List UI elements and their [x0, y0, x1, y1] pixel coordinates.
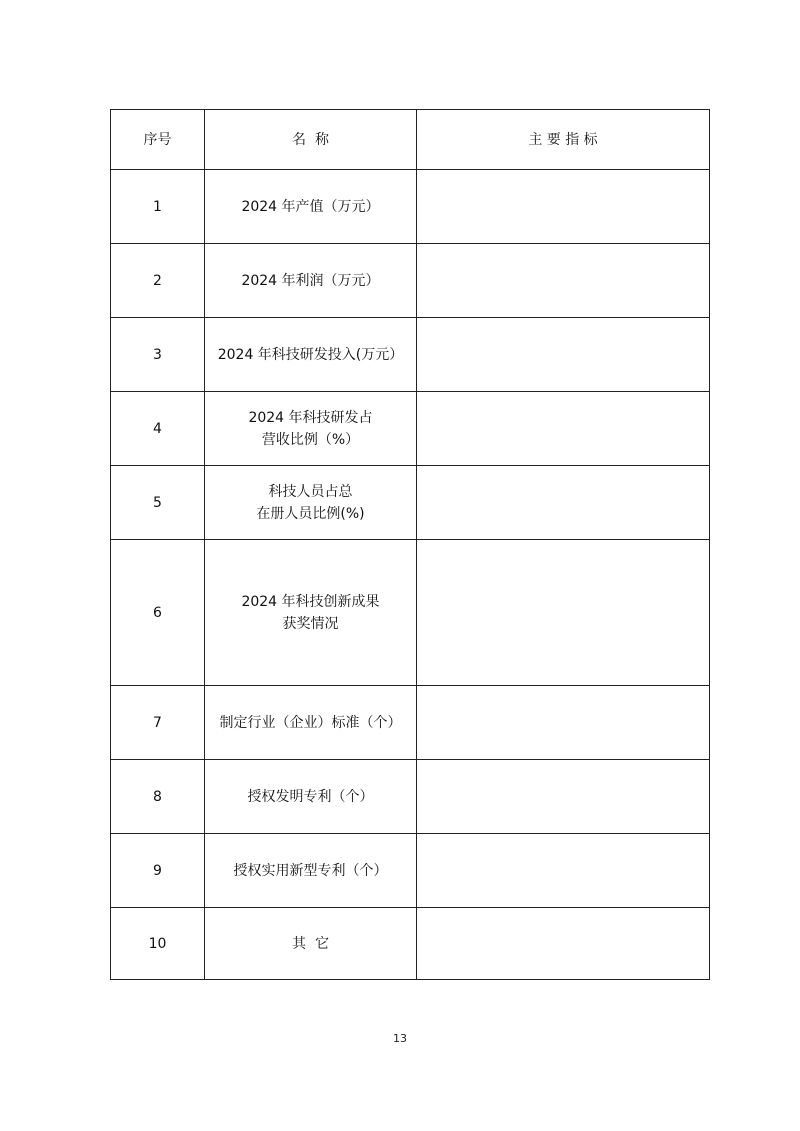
row-name-line: 授权实用新型专利（个） — [233, 862, 388, 879]
row-indicator-cell[interactable] — [417, 392, 710, 466]
table-row — [111, 466, 710, 540]
row-index: 3 — [111, 318, 205, 392]
table-row — [111, 170, 710, 244]
row-indicator-cell[interactable] — [417, 834, 710, 908]
row-indicator-cell[interactable] — [417, 540, 710, 686]
row-index: 4 — [111, 392, 205, 466]
table-row — [111, 760, 710, 834]
row-index: 7 — [111, 686, 205, 760]
row-name — [205, 760, 417, 834]
row-name — [205, 244, 417, 318]
row-name — [205, 170, 417, 244]
row-name — [205, 540, 417, 686]
table-body — [111, 170, 710, 980]
table-row — [111, 834, 710, 908]
row-name — [205, 908, 417, 980]
row-name-line: 在册人员比例(%) — [256, 505, 365, 522]
row-name-line: 其 它 — [292, 935, 329, 952]
row-name-line: 授权发明专利（个） — [247, 788, 374, 805]
table-row — [111, 244, 710, 318]
row-name-line: 2024 年科技研发投入(万元） — [217, 346, 404, 363]
table-row — [111, 908, 710, 980]
row-indicator-cell[interactable] — [417, 318, 710, 392]
row-indicator-cell[interactable] — [417, 170, 710, 244]
indicator-table — [110, 109, 710, 980]
row-index: 8 — [111, 760, 205, 834]
row-name-line: 科技人员占总 — [268, 483, 353, 500]
row-name-line: 营收比例（%） — [261, 431, 360, 448]
row-name-line: 2024 年产值（万元） — [241, 198, 380, 215]
row-name — [205, 318, 417, 392]
row-index: 6 — [111, 540, 205, 686]
header-row — [111, 110, 710, 170]
row-name-line: 2024 年利润（万元） — [241, 272, 380, 289]
table-row — [111, 686, 710, 760]
row-indicator-cell[interactable] — [417, 244, 710, 318]
row-name-line: 2024 年科技研发占 — [248, 409, 373, 426]
table-row — [111, 318, 710, 392]
row-indicator-cell[interactable] — [417, 686, 710, 760]
row-index: 5 — [111, 466, 205, 540]
row-name-line: 获奖情况 — [282, 615, 339, 632]
page-number: 13 — [393, 1032, 407, 1045]
row-name — [205, 834, 417, 908]
row-name-line: 2024 年科技创新成果 — [241, 593, 380, 610]
table-row — [111, 540, 710, 686]
header-index: 序号 — [111, 110, 205, 170]
header-indicator: 主 要 指 标 — [417, 110, 710, 170]
row-index: 2 — [111, 244, 205, 318]
row-indicator-cell[interactable] — [417, 760, 710, 834]
row-index: 10 — [111, 908, 205, 980]
row-name — [205, 392, 417, 466]
row-name — [205, 466, 417, 540]
row-index: 1 — [111, 170, 205, 244]
row-indicator-cell[interactable] — [417, 466, 710, 540]
row-name-line: 制定行业（企业）标准（个） — [219, 714, 402, 731]
row-name — [205, 686, 417, 760]
table-row — [111, 392, 710, 466]
row-index: 9 — [111, 834, 205, 908]
row-indicator-cell[interactable] — [417, 908, 710, 980]
header-name: 名 称 — [205, 110, 417, 170]
